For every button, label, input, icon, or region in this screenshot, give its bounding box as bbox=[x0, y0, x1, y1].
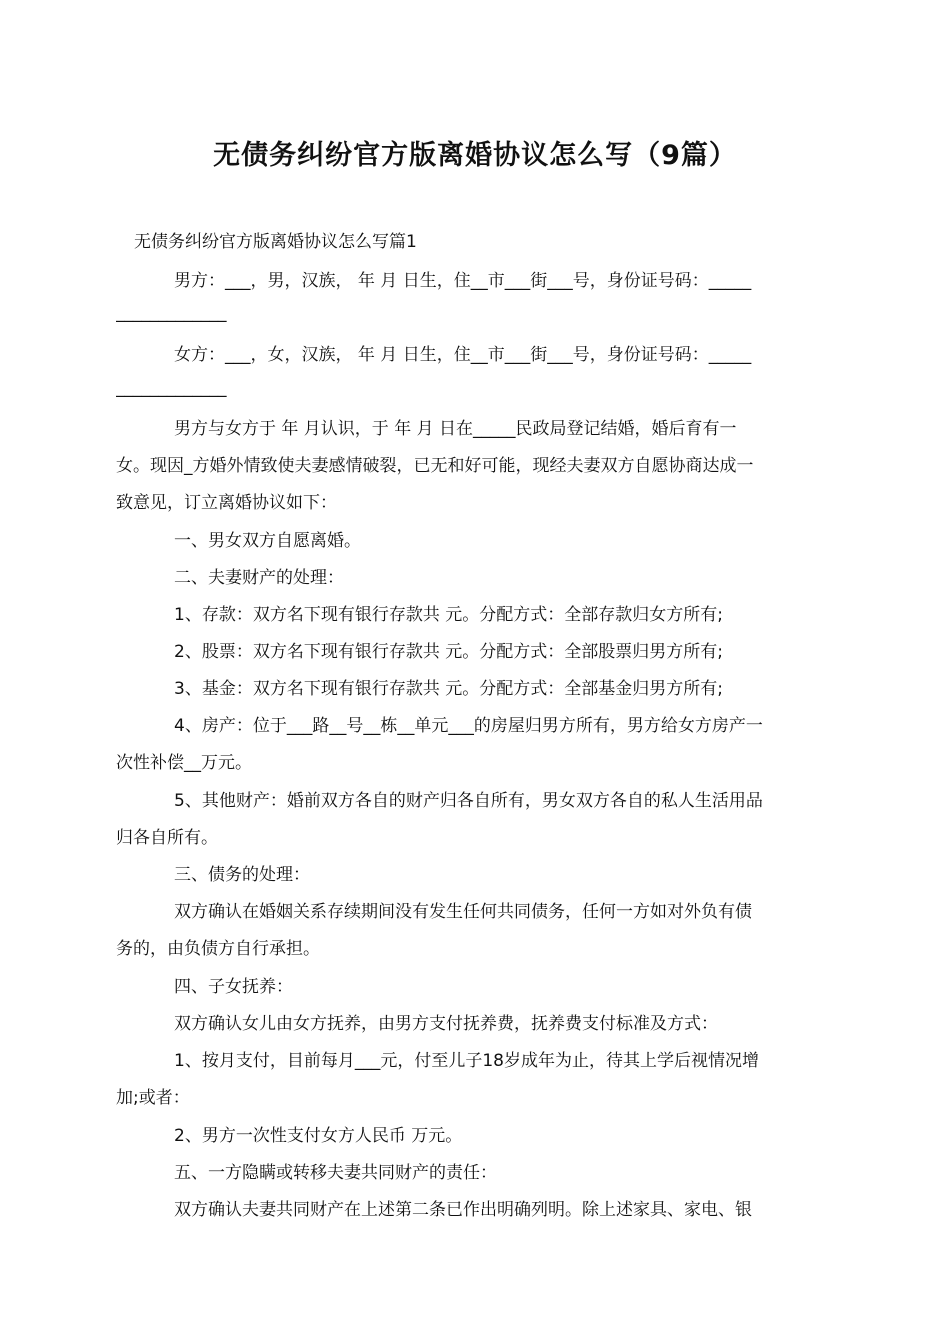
paragraph-line: 务的，由负债方自行承担。 bbox=[116, 939, 320, 959]
paragraph-line: 2、股票：双方名下现有银行存款共 元。分配方式：全部股票归男方所有; bbox=[174, 642, 723, 662]
paragraph-line: 二、夫妻财产的处理： bbox=[174, 568, 344, 588]
paragraph-line: 次性补偿__万元。 bbox=[116, 753, 252, 773]
paragraph-line: 双方确认女儿由女方抚养，由男方支付抚养费，抚养费支付标准及方式： bbox=[174, 1014, 718, 1034]
paragraph-line: 女方：___，女，汉族， 年 月 日生，住__市___街___号，身份证号码：_____ bbox=[174, 345, 752, 365]
paragraph-line: 三、债务的处理： bbox=[174, 865, 310, 885]
paragraph-line: 3、基金：双方名下现有银行存款共 元。分配方式：全部基金归男方所有; bbox=[174, 679, 723, 699]
paragraph-line: 1、按月支付，目前每月___元，付至儿子18岁成年为止，待其上学后视情况增 bbox=[174, 1051, 759, 1071]
paragraph-line: 五、一方隐瞒或转移夫妻共同财产的责任： bbox=[174, 1163, 497, 1183]
paragraph-line: 4、房产：位于___路__号__栋__单元___的房屋归男方所有，男方给女方房产一 bbox=[174, 716, 763, 736]
paragraph-line: 加;或者： bbox=[116, 1088, 190, 1108]
paragraph-line: 女。现因_方婚外情致使夫妻感情破裂，已无和好可能，现经夫妻双方自愿协商达成一 bbox=[116, 456, 754, 476]
paragraph-line: 1、存款：双方名下现有银行存款共 元。分配方式：全部存款归女方所有; bbox=[174, 605, 723, 625]
document-title: 无债务纠纷官方版离婚协议怎么写（9篇） bbox=[213, 140, 737, 171]
paragraph-line: 5、其他财产：婚前双方各自的财产归各自所有，男女双方各自的私人生活用品 bbox=[174, 791, 763, 811]
paragraph-line: _____________ bbox=[116, 303, 227, 323]
paragraph-line: 四、子女抚养： bbox=[174, 977, 293, 997]
section-heading: 无债务纠纷官方版离婚协议怎么写篇1 bbox=[134, 232, 417, 252]
paragraph-line: 男方与女方于 年 月认识，于 年 月 日在_____民政局登记结婚，婚后育有一 bbox=[174, 419, 737, 439]
paragraph-line: 2、男方一次性支付女方人民币 万元。 bbox=[174, 1126, 463, 1146]
paragraph-line: 一、男女双方自愿离婚。 bbox=[174, 531, 361, 551]
paragraph-line: 致意见，订立离婚协议如下： bbox=[116, 493, 337, 513]
paragraph-line: 双方确认夫妻共同财产在上述第二条已作出明确列明。除上述家具、家电、银 bbox=[174, 1200, 752, 1220]
paragraph-line: 双方确认在婚姻关系存续期间没有发生任何共同债务，任何一方如对外负有债 bbox=[174, 902, 752, 922]
paragraph-line: 男方：___，男，汉族， 年 月 日生，住__市___街___号，身份证号码：_____ bbox=[174, 271, 752, 291]
paragraph-line: 归各自所有。 bbox=[116, 828, 218, 848]
paragraph-line: _____________ bbox=[116, 378, 227, 398]
